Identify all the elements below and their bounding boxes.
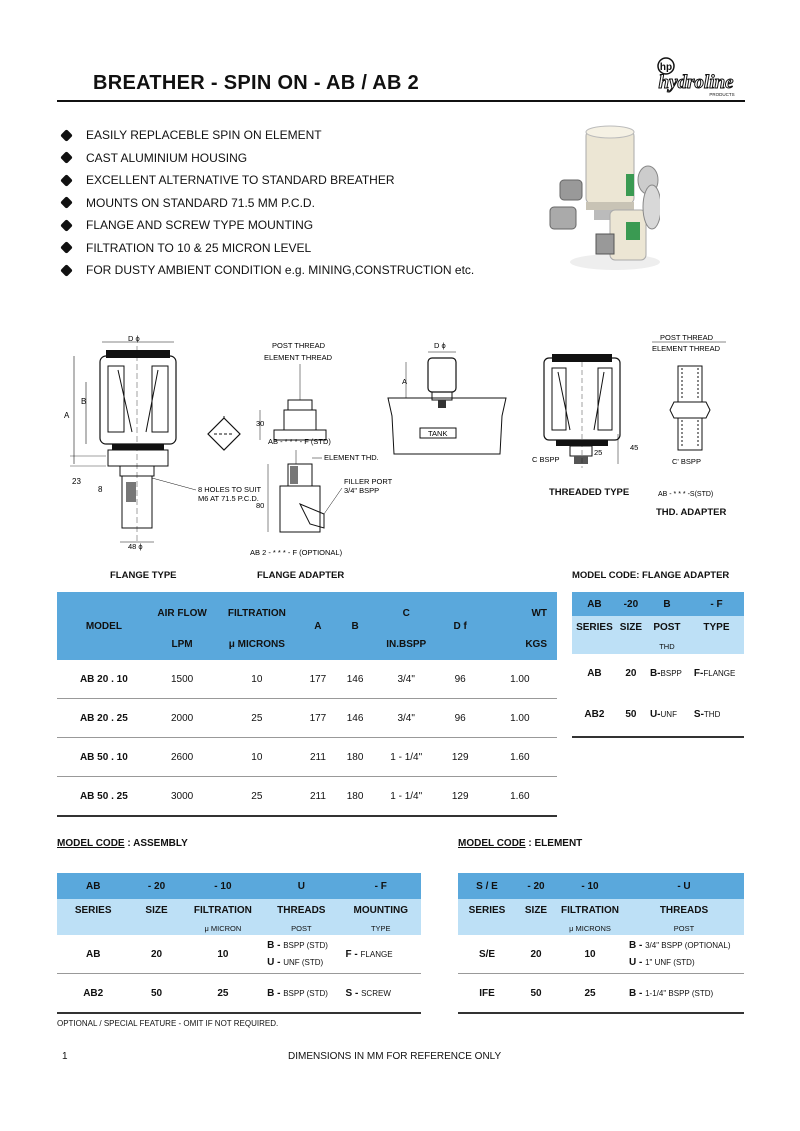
bullet-icon <box>60 151 73 164</box>
feature-item: MOUNTS ON STANDARD 71.5 MM P.C.D. <box>60 192 474 215</box>
table-row: AB 20 . 10 1500 10 177 146 3/4" 96 1.00 <box>57 660 557 699</box>
col-wt: WT <box>483 592 557 629</box>
breather-symbol <box>204 416 244 452</box>
col-model: MODEL <box>57 592 151 660</box>
page-number: 1 <box>62 1051 68 1062</box>
bullet-icon <box>60 174 73 187</box>
thd-code-std: AB - * * * -S(STD) <box>658 491 714 498</box>
dim-80-label: 80 <box>256 501 265 510</box>
feature-item: FOR DUSTY AMBIENT CONDITION e.g. MINING,CONSTRUCTION etc. <box>60 259 474 282</box>
thd-post-thread-label: POST THREAD <box>660 333 714 342</box>
table-row: AB 50 . 10 2600 10 211 180 1 - 1/4" 129 1.60 <box>57 738 557 777</box>
table-row: AB 20 B-BSPP F-FLANGE <box>587 667 736 679</box>
dim-45-label: 45 <box>630 443 639 452</box>
tank-label: TANK <box>428 429 448 438</box>
table-row: S/E 20 10 B - 3/4" BSPP (OPTIONAL) U - 1" UNF (STD) <box>458 935 744 974</box>
holes-label: 8 HOLES TO SUIT <box>198 485 262 494</box>
filler-port-size: 3/4" BSPP <box>344 486 380 495</box>
drawing-thd-adapter <box>640 330 740 502</box>
flange-code-table: AB -20 B - F SERIES SIZE POST TYPE THD AB 20 B-BSPP F-FLANGE AB2 50 U-UNF S-THD <box>572 592 744 738</box>
drawing-threaded-type <box>530 350 650 480</box>
col-inbspp: IN.BSPP <box>375 629 438 660</box>
dim-30-label: 30 <box>256 419 265 428</box>
dim-25-label: 25 <box>594 448 603 457</box>
col-airflow: AIR FLOW <box>151 592 214 629</box>
drawing-tank-mount <box>386 336 508 458</box>
flange-code-std: AB - * * * - F (STD) <box>268 437 331 446</box>
feature-item: EASILY REPLACEBLE SPIN ON ELEMENT <box>60 124 474 147</box>
col-a: A <box>300 592 335 660</box>
c-bspp-label: C BSPP <box>532 455 560 464</box>
bullet-icon <box>60 196 73 209</box>
col-df: D f <box>438 592 483 660</box>
col-lpm: LPM <box>151 629 214 660</box>
assembly-code-title: MODEL CODE : ASSEMBLY <box>57 838 188 849</box>
footer-note: DIMENSIONS IN MM FOR REFERENCE ONLY <box>288 1051 502 1062</box>
dim-48-label: 48 ϕ <box>128 542 143 551</box>
threaded-type-caption: THREADED TYPE <box>549 487 630 498</box>
element-thd-label: ELEMENT THD. <box>324 453 379 462</box>
optional-note: OPTIONAL / SPECIAL FEATURE - OMIT IF NOT REQUIRED. <box>57 1019 279 1028</box>
specs-table <box>57 592 557 817</box>
drawing-flange-adapter <box>244 336 404 561</box>
bullet-icon <box>60 129 73 142</box>
tank-d-label: D ϕ <box>434 341 446 350</box>
element-code-title: MODEL CODE : ELEMENT <box>458 838 583 849</box>
table-row: IFE 50 25 B - 1-1/4" BSPP (STD) <box>458 974 744 1014</box>
feature-item: FLANGE AND SCREW TYPE MOUNTING <box>60 214 474 237</box>
col-kgs: KGS <box>483 629 557 660</box>
flange-type-caption: FLANGE TYPE <box>110 570 177 581</box>
flange-code-optional: AB 2 - * * * - F (OPTIONAL) <box>250 548 343 557</box>
holes-label-2: M6 AT 71.5 P.C.D. <box>198 494 259 503</box>
col-microns: μ MICRONS <box>213 629 300 660</box>
table-row: AB 20 . 25 2000 25 177 146 3/4" 96 1.00 <box>57 699 557 738</box>
svg-text:hp: hp <box>659 62 673 73</box>
thd-c-bspp-label: C' BSPP <box>672 457 701 466</box>
page-title: BREATHER - SPIN ON - AB / AB 2 <box>93 72 420 94</box>
dim-23-label: 23 <box>72 477 81 486</box>
product-photo <box>540 122 660 272</box>
feature-list <box>60 124 474 282</box>
table-row: AB 20 10 B - BSPP (STD) U - UNF (STD) F - FLANGE <box>57 935 421 974</box>
flange-adapter-caption: FLANGE ADAPTER <box>257 570 345 581</box>
dim-b-label: B <box>81 397 87 406</box>
feature-item: CAST ALUMINIUM HOUSING <box>60 147 474 170</box>
bullet-icon <box>60 264 73 277</box>
svg-text:PRODUCTS: PRODUCTS <box>709 92 735 97</box>
thd-element-thread-label: ELEMENT THREAD <box>652 344 721 353</box>
table-row: AB2 50 U-UNF S-THD <box>572 692 744 737</box>
assembly-code-table: AB - 20 - 10 U - F SERIES SIZE FILTRATION THREADS MOUNTING μ MICRON POST TYPE AB 20 10 B - BSPP (STD) U - UNF (STD) F - FLANGE AB2 50 25 B - BSPP (STD) S - SCREW <box>57 873 421 1014</box>
svg-text:hydroline: hydroline <box>658 72 734 93</box>
hydroline-logo <box>644 56 748 98</box>
dim-a-label: A <box>64 411 70 420</box>
dim-8-label: 8 <box>98 485 103 494</box>
tank-a-label: A <box>402 377 408 386</box>
feature-item: FILTRATION TO 10 & 25 MICRON LEVEL <box>60 237 474 260</box>
post-thread-label: POST THREAD <box>272 341 326 350</box>
dim-d-label: D ϕ <box>128 334 140 343</box>
thd-adapter-caption: THD. ADAPTER <box>656 507 727 518</box>
title-rule <box>57 100 745 102</box>
col-filtration: FILTRATION <box>213 592 300 629</box>
bullet-icon <box>60 241 73 254</box>
element-thread-label: ELEMENT THREAD <box>264 353 333 362</box>
table-row: AB2 50 25 B - BSPP (STD) S - SCREW <box>57 974 421 1014</box>
table-row: AB 50 . 25 3000 25 211 180 1 - 1/4" 129 1.60 <box>57 777 557 817</box>
col-b: B <box>336 592 375 660</box>
flange-code-title: MODEL CODE: FLANGE ADAPTER <box>572 570 730 581</box>
bullet-icon <box>60 219 73 232</box>
col-c: C <box>375 592 438 629</box>
filler-port-label: FILLER PORT <box>344 477 393 486</box>
element-code-table: S / E - 20 - 10 - U SERIES SIZE FILTRATION THREADS μ MICRONS POST S/E 20 10 B - 3/4" BSPP (OPTIONAL) U - 1" UNF (STD) IFE 50 25 B - 1-1/4" BSPP (STD) <box>458 873 744 1014</box>
feature-item: EXCELLENT ALTERNATIVE TO STANDARD BREATHER <box>60 169 474 192</box>
